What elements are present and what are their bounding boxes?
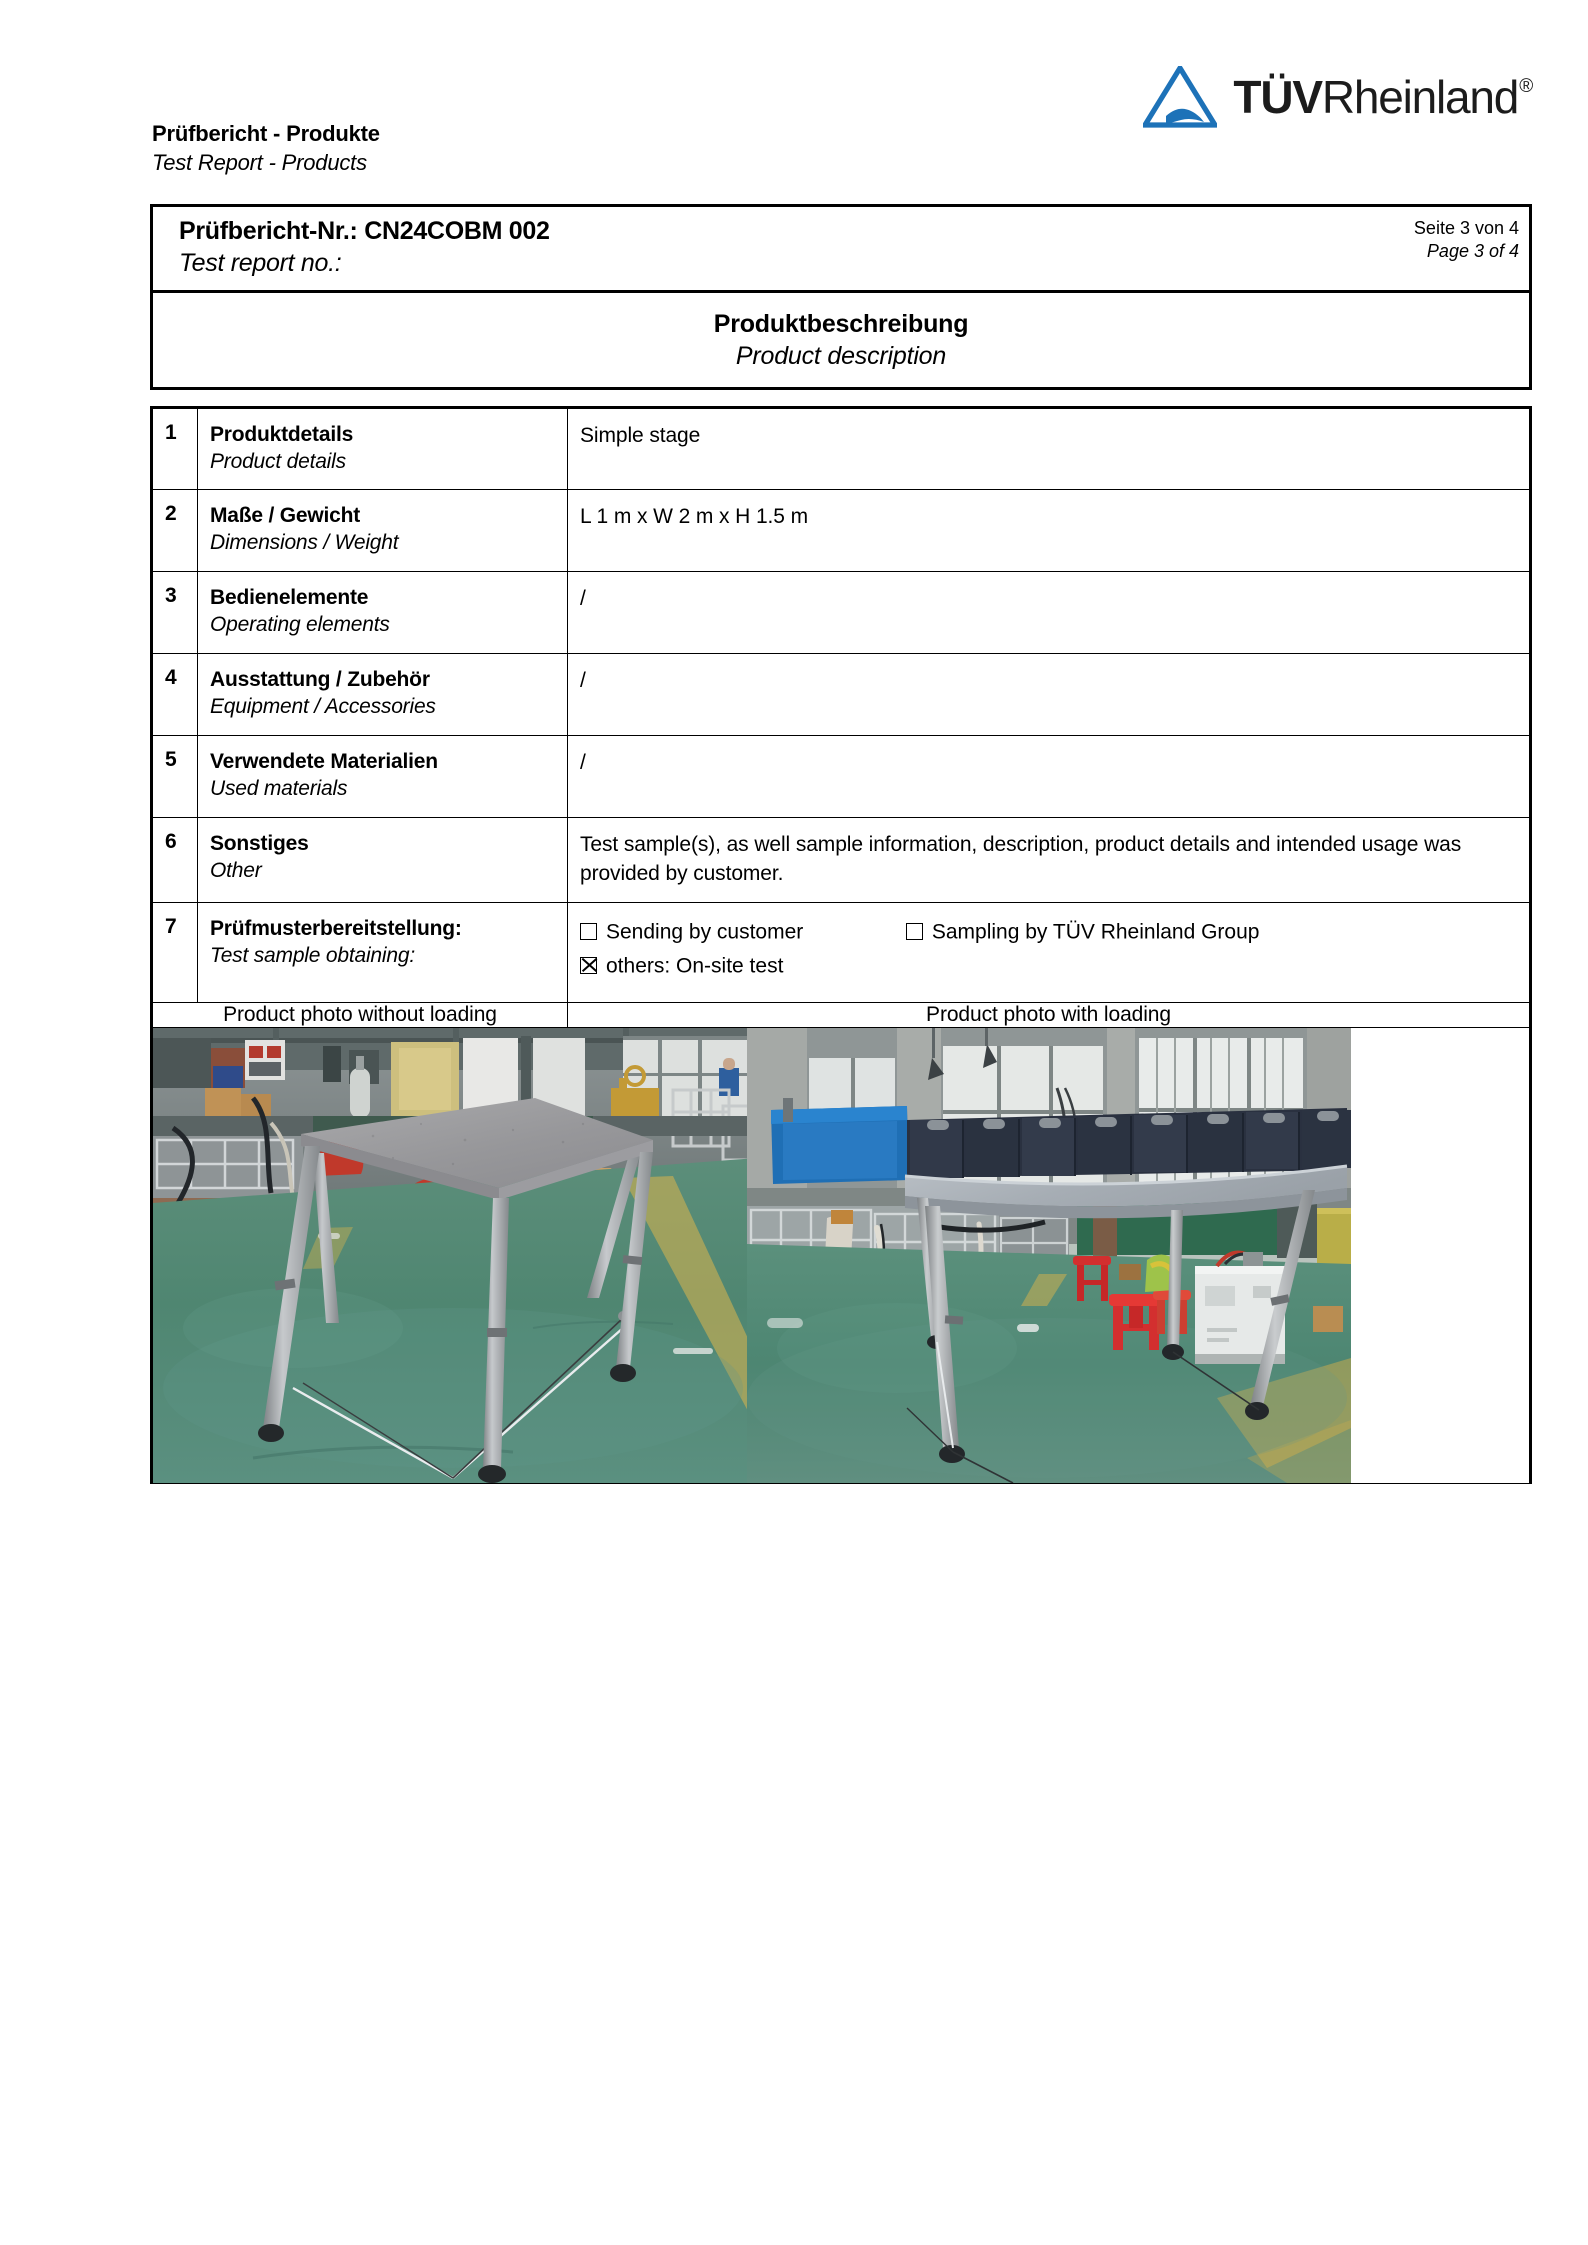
report-number-label-de: Prüfbericht-Nr.: (179, 217, 358, 245)
row-number: 3 (165, 584, 177, 607)
row-label-german: Ausstattung / Zubehör (210, 668, 430, 691)
photo-row (152, 1028, 1531, 1484)
test-sample-obtaining-options (568, 903, 1529, 996)
row-label-german: Bedienelemente (210, 586, 369, 609)
page-number-block (1414, 217, 1519, 263)
page-number-english: Page 3 of 4 (1426, 241, 1519, 261)
row-value-cell (568, 818, 1531, 903)
row-value-cell (568, 408, 1531, 490)
row-number-cell (152, 654, 198, 736)
product-description-table (150, 406, 1532, 1484)
row-value-cell (568, 654, 1531, 736)
row-label-german: Sonstiges (210, 832, 309, 855)
row-label-cell (198, 654, 568, 736)
row-value-cell (568, 736, 1531, 818)
table-row (152, 818, 1531, 903)
row-label-cell (198, 818, 568, 903)
report-number-block (179, 216, 550, 279)
row-number: 5 (165, 748, 177, 771)
checkbox-label: others: On-site test (606, 954, 784, 978)
report-number-german (179, 216, 550, 247)
document-title-german: Prüfbericht - Produkte (152, 121, 380, 146)
tuv-triangle-icon (1143, 66, 1217, 128)
row-label-cell (198, 903, 568, 1003)
row-label-german: Prüfmusterbereitstellung: (210, 917, 462, 940)
table-row (152, 408, 1531, 490)
checkbox-option-others-onsite-test[interactable] (580, 949, 783, 983)
row-number-cell (152, 818, 198, 903)
row-value-cell (568, 903, 1531, 1003)
row-label-english: Other (210, 859, 262, 882)
row-label-cell (198, 736, 568, 818)
row-label-english: Dimensions / Weight (210, 531, 399, 554)
row-value: / (580, 587, 586, 610)
checkbox-label: Sending by customer (606, 920, 804, 944)
tuv-rheinland-logo (1143, 66, 1532, 128)
row-label-english: Product details (210, 450, 346, 473)
logo-tuv-text: TÜV (1233, 71, 1322, 123)
registered-trademark-icon: ® (1519, 76, 1532, 97)
row-number: 6 (165, 830, 177, 853)
photo-caption-right-cell (568, 1003, 1531, 1028)
section-title-english: Product description (735, 341, 947, 370)
row-label-english: Used materials (210, 777, 348, 800)
row-number: 2 (165, 502, 177, 525)
checkbox-unchecked-icon[interactable] (580, 923, 597, 940)
tuv-rheinland-wordmark (1233, 71, 1532, 123)
row-label-german: Verwendete Materialien (210, 750, 438, 773)
row-value-cell (568, 490, 1531, 572)
table-row (152, 736, 1531, 818)
row-label-german: Maße / Gewicht (210, 504, 361, 527)
row-number-cell (152, 572, 198, 654)
section-title-german: Produktbeschreibung (713, 309, 969, 338)
row-number-cell (152, 408, 198, 490)
photo-caption-left-cell (152, 1003, 568, 1028)
row-number-cell (152, 736, 198, 818)
checkbox-unchecked-icon[interactable] (906, 923, 923, 940)
page-number-german: Seite 3 von 4 (1413, 218, 1519, 238)
row-value: Simple stage (580, 424, 701, 447)
product-photo-without-loading (153, 1028, 757, 1483)
row-label-english: Equipment / Accessories (210, 695, 436, 718)
row-number: 4 (165, 666, 177, 689)
row-number-cell (152, 903, 198, 1003)
row-number: 7 (165, 915, 177, 938)
table-row (152, 654, 1531, 736)
row-number-cell (152, 490, 198, 572)
logo-rheinland-text: Rheinland (1321, 71, 1519, 123)
photo-caption-right: Product photo with loading (926, 1003, 1171, 1026)
row-value: / (580, 669, 586, 692)
report-number-value: CN24COBM 002 (364, 217, 550, 245)
row-label-cell (198, 408, 568, 490)
checkbox-option-sampling-by-tuv[interactable] (906, 915, 1260, 949)
checkbox-checked-icon[interactable] (580, 957, 597, 974)
section-title-row (153, 293, 1529, 387)
checkbox-line-2 (580, 949, 1519, 983)
product-photo-with-loading (747, 1028, 1351, 1483)
report-header-box (150, 204, 1532, 390)
document-title-english: Test Report - Products (152, 150, 367, 175)
table-row (152, 572, 1531, 654)
row-label-english: Operating elements (210, 613, 390, 636)
row-label-german: Produktdetails (210, 423, 354, 446)
document-header (152, 120, 1532, 210)
table-row-test-sample-obtaining (152, 903, 1531, 1003)
row-value: L 1 m x W 2 m x H 1.5 m (580, 505, 808, 528)
photo-caption-left: Product photo without loading (223, 1003, 497, 1026)
row-label-english: Test sample obtaining: (210, 944, 415, 967)
row-label-cell (198, 490, 568, 572)
table-row (152, 490, 1531, 572)
report-number-row (153, 207, 1529, 293)
row-label-cell (198, 572, 568, 654)
photo-cell-left (152, 1028, 568, 1484)
row-number: 1 (165, 421, 177, 444)
report-number-label-en: Test report no.: (179, 249, 342, 277)
checkbox-line-1 (580, 915, 1519, 949)
row-value: Test sample(s), as well sample information, description, product details and intended usage was provided by customer. (580, 833, 1462, 885)
photo-caption-row (152, 1003, 1531, 1028)
checkbox-label: Sampling by TÜV Rheinland Group (931, 920, 1260, 944)
row-value-cell (568, 572, 1531, 654)
row-value: / (580, 751, 586, 774)
checkbox-option-sending-by-customer[interactable] (580, 915, 900, 949)
